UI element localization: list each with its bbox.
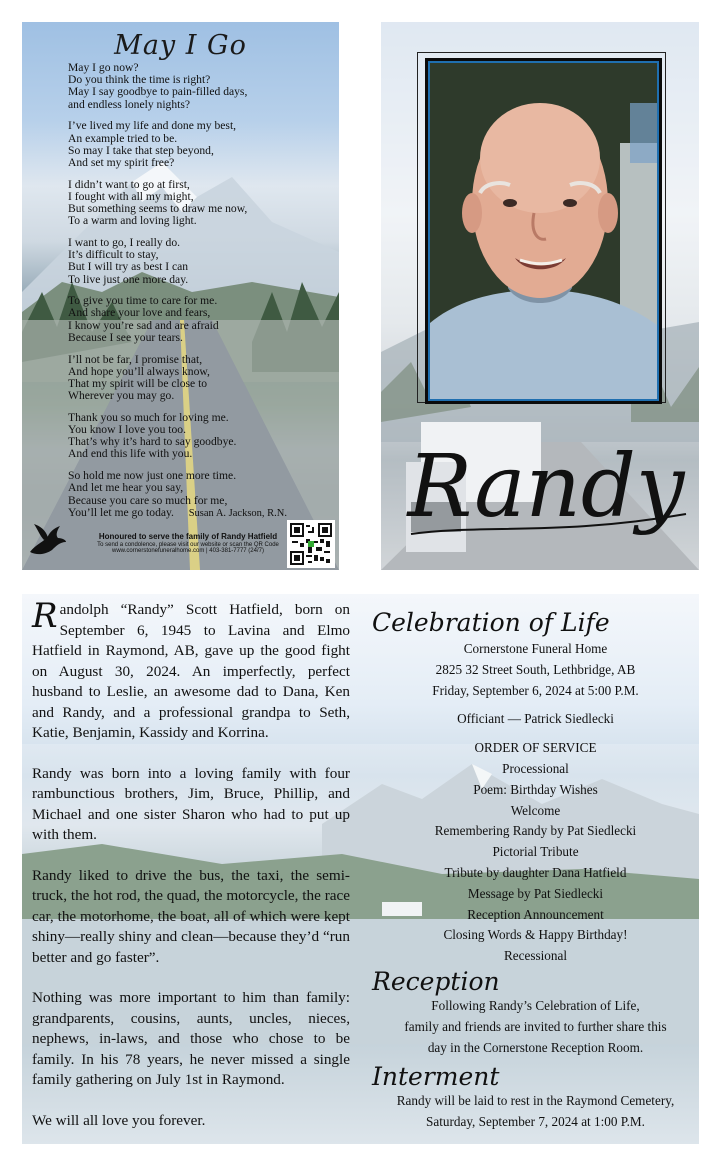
reception-text <box>372 996 699 1058</box>
poem-line: That’s why it’s hard to say goodbye. <box>68 435 237 449</box>
name-script <box>401 424 691 554</box>
portrait-icon <box>430 63 657 399</box>
order-item: Remembering Randy by Pat Siedlecki <box>434 823 637 839</box>
dove-icon <box>26 522 68 562</box>
interment-heading: Interment <box>372 1062 500 1092</box>
poem-line: I want to go, I really do. <box>68 235 181 249</box>
poem-line: I didn’t want to go at first, <box>68 177 190 191</box>
poem-line: To give you time to care for me. <box>68 294 218 308</box>
poem-panel <box>22 22 339 570</box>
poem-line: So hold me now just one more time. <box>68 469 237 483</box>
interment-line: Saturday, September 7, 2024 at 1:00 P.M. <box>426 1114 645 1130</box>
order-item: Closing Words & Happy Birthday! <box>443 927 628 943</box>
reception-heading: Reception <box>372 966 500 996</box>
service-column <box>372 608 699 1133</box>
poem-author: Susan A. Jackson, R.N. <box>188 508 287 519</box>
order-item: Pictorial Tribute <box>492 844 579 860</box>
poem-line: And set my spirit free? <box>68 155 175 169</box>
poem-line: That my spirit will be close to <box>68 376 208 390</box>
poem-line: Because I see your tears. <box>68 330 183 344</box>
poem-line: But something seems to draw me now, <box>68 202 248 216</box>
reception-line: Following Randy’s Celebration of Life, <box>431 997 640 1013</box>
poem-line: So may I take that step beyond, <box>68 143 214 157</box>
poem-line: To live just one more day. <box>68 272 189 286</box>
officiant: Officiant — Patrick Siedlecki <box>457 711 614 727</box>
poem-line: An example tried to be. <box>68 131 178 145</box>
poem-line: May I say goodbye to pain-filled days, <box>68 85 248 99</box>
order-item: Recessional <box>504 948 567 964</box>
bio-paragraph-1-text: andolph “Randy” Scott Hatfield, born on September 6, 1945 to Lavina and Elmo Hatfield in Raymond, AB, gave up the good fight on August 30, 2024. An imperfectly, perfect husband to Leslie, an awesome dad to Dana, Ken and Randy, and a professional grandpa to Seth, Katie, Benjamin, Kassidy and Korrina. <box>32 601 350 741</box>
poem-line: Wherever you may go. <box>68 389 175 403</box>
poem-stanza <box>68 237 333 286</box>
venue: Cornerstone Funeral Home <box>463 641 608 656</box>
bio-panel <box>22 594 699 1144</box>
obituary-text <box>32 596 350 1131</box>
poem-body <box>68 62 333 529</box>
order-item: Message by Pat Siedlecki <box>467 885 604 901</box>
service-datetime: Friday, September 6, 2024 at 5:00 P.M. <box>432 682 639 698</box>
poem-line: And end this life with you. <box>68 447 193 461</box>
order-item: Reception Announcement <box>467 906 604 922</box>
order-item: Welcome <box>510 802 561 818</box>
poem-line: Because you care so much for me, <box>68 493 228 507</box>
honour-block <box>68 532 308 554</box>
poem-line: I’ve lived my life and done my best, <box>68 119 237 133</box>
honour-title: Honoured to serve the family of Randy Hatfield <box>98 532 278 541</box>
order-of-service-list <box>372 759 699 967</box>
poem-stanza <box>68 354 333 403</box>
celebration-heading: Celebration of Life <box>372 608 610 637</box>
poem-line: Thank you so much for loving me. <box>68 410 229 424</box>
honour-condolence: To send a condolence, please visit our website or scan the QR Code <box>97 542 279 548</box>
order-of-service-heading: ORDER OF SERVICE <box>474 740 597 756</box>
poem-line: I know you’re sad and are afraid <box>68 318 219 332</box>
name-script-text: Randy <box>407 437 685 537</box>
poem-line: To a warm and loving light. <box>68 214 197 228</box>
drop-cap: R <box>32 596 58 636</box>
poem-line: It’s difficult to stay, <box>68 248 159 262</box>
poem-line: And share your love and fears, <box>68 306 211 320</box>
poem-line: You’ll let me go today. <box>68 505 174 519</box>
photo-panel <box>381 22 699 570</box>
order-item: Processional <box>502 760 569 776</box>
poem-line: And hope you’ll always know, <box>68 364 210 378</box>
reception-line: family and friends are invited to further share this <box>404 1018 667 1034</box>
portrait-frame <box>425 58 662 404</box>
poem-line: and endless lonely nights? <box>68 97 191 111</box>
interment-line: Randy will be laid to rest in the Raymond Cemetery, <box>396 1093 675 1109</box>
poem-line: You know I love you too. <box>68 423 186 437</box>
poem-stanza <box>68 179 333 228</box>
honour-contact: www.cornerstonefuneralhome.com | 403-381-7777 (24/7) <box>112 548 264 554</box>
poem-stanza <box>68 120 333 169</box>
venue-address: 2825 32 Street South, Lethbridge, AB <box>435 661 636 677</box>
bio-paragraph-5: We will all love you forever. <box>32 1111 206 1129</box>
bio-paragraph-4: Nothing was more important to him than family: grandparents, cousins, aunts, uncles, nieces, nephews, in-laws, and those who chose to be family. In his 78 years, he never missed a single family gathering on July 1st in Raymond. <box>32 989 350 1088</box>
bio-paragraph-3: Randy liked to drive the bus, the taxi, the semi-truck, the hot rod, the quad, the motorcycle, the race car, the motorhome, the boat, all of which were kept shiny—really shiny and clean—because they’d “run better and go faster”. <box>32 866 350 966</box>
bio-paragraph-2: Randy was born into a loving family with four rambunctious brothers, Jim, Bruce, Phillip, and Michael and one sister Sharon who had to put up with them. <box>32 764 350 843</box>
order-item: Tribute by daughter Dana Hatfield <box>444 864 627 880</box>
poem-line: But I will try as best I can <box>68 260 189 274</box>
poem-stanza <box>68 295 333 344</box>
qr-code-icon[interactable] <box>287 520 335 568</box>
order-item: Poem: Birthday Wishes <box>473 781 598 797</box>
portrait-photo <box>428 61 659 401</box>
poem-line: Do you think the time is right? <box>68 73 211 87</box>
poem-line: And let me hear you say, <box>68 481 184 495</box>
poem-line: May I go now? <box>68 61 139 74</box>
reception-line: day in the Cornerstone Reception Room. <box>427 1039 644 1055</box>
bio-paragraph-1 <box>32 596 350 744</box>
poem-title: May I Go <box>114 30 247 61</box>
poem-line: I fought with all my might, <box>68 189 194 203</box>
poem-stanza <box>68 62 333 111</box>
poem-line: I’ll not be far, I promise that, <box>68 352 203 366</box>
interment-text <box>372 1091 699 1133</box>
poem-stanza <box>68 412 333 461</box>
